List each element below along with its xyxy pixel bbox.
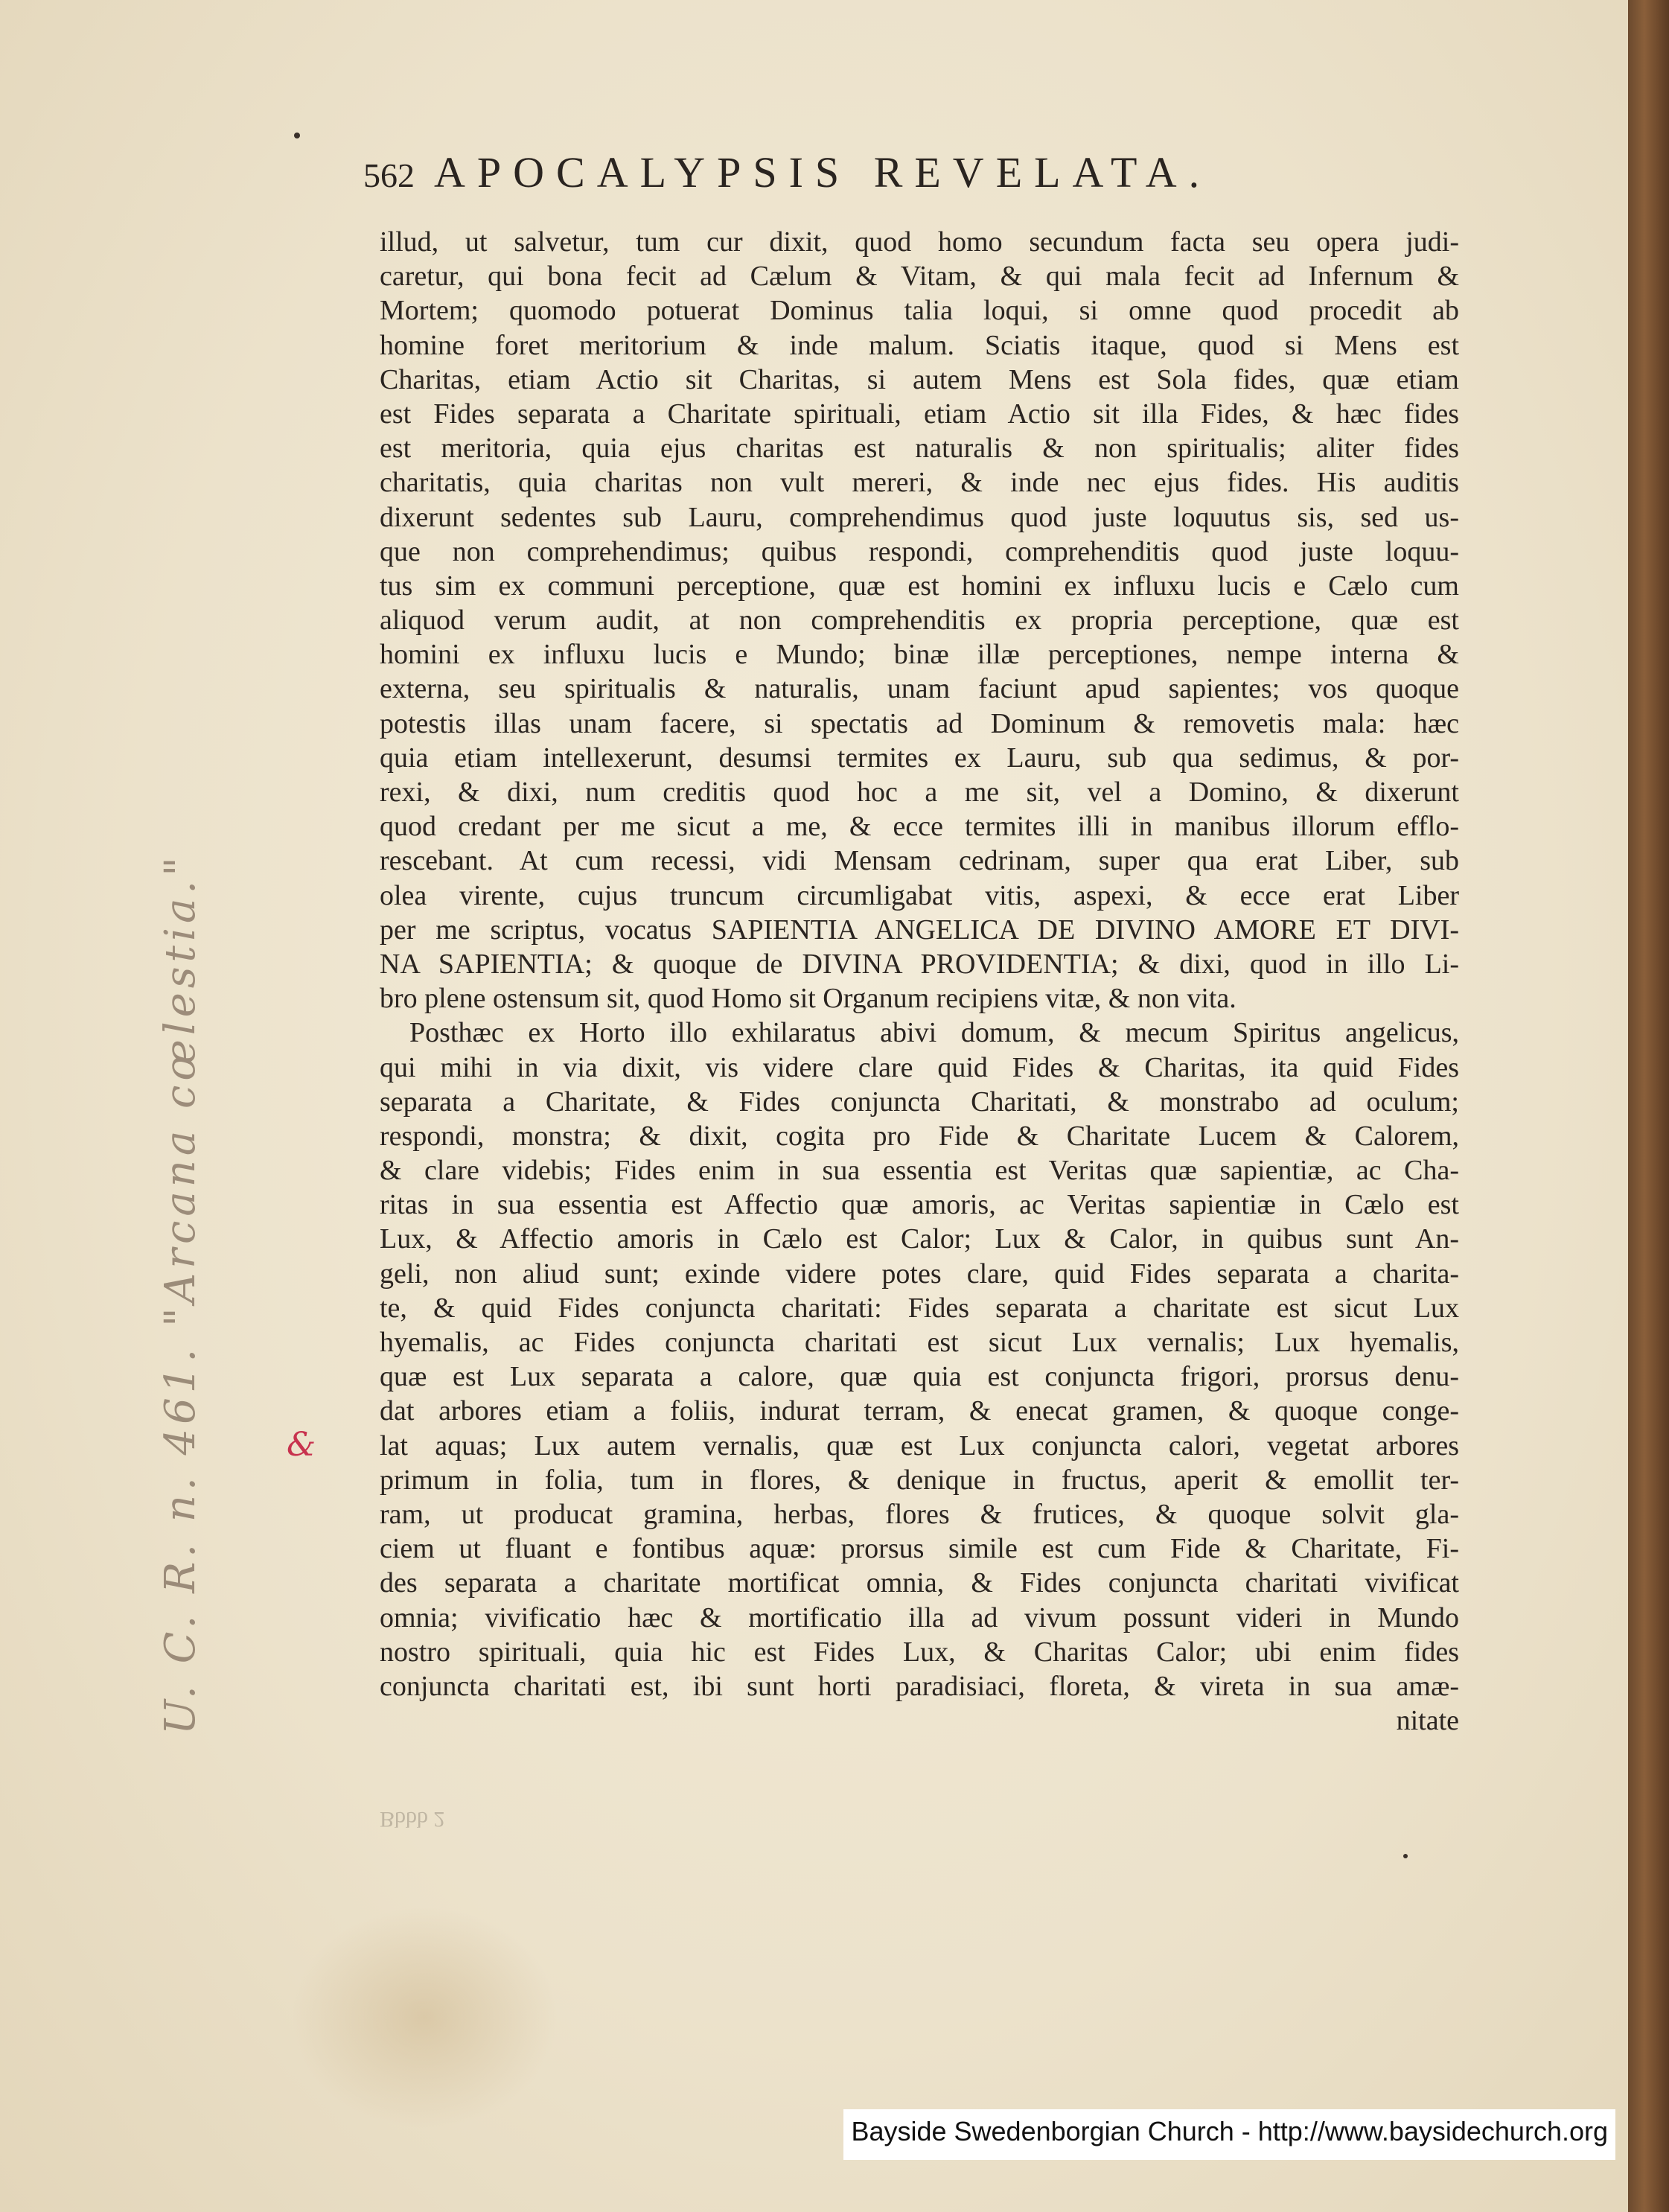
text-line: te, & quid Fides conjuncta charitati: Fides separata a charitate est sicut Lux [380,1292,1459,1324]
text-line: Posthæc ex Horto illo exhilaratus abivi domum, & mecum Spiritus angelicus, [409,1017,1459,1049]
text-line: bro plene ostensum sit, quod Homo sit Organum recipiens vitæ, & non vita. [380,983,1236,1015]
text-line: separata a Charitate, & Fides conjuncta Charitati, & monstrabo ad oculum; [380,1086,1459,1118]
signature-mark-bleedthrough: Bbbb 2 [380,1807,445,1832]
text-line: per me scriptus, vocatus SAPIENTIA ANGELICA DE DIVINO AMORE ET DIVI- [380,914,1459,946]
text-line: ram, ut producat gramina, herbas, flores & frutices, & quoque solvit gla- [380,1498,1459,1530]
ink-speck [1403,1854,1408,1858]
red-ink-mark: & [287,1426,316,1464]
ink-speck [294,133,300,138]
running-title: APOCALYPSIS REVELATA. [434,148,1212,197]
body-text [380,225,1459,1738]
text-line: dixerunt sedentes sub Lauru, comprehendimus quod juste loquutus sis, sed us- [380,501,1459,533]
text-line: rescebant. At cum recessi, vidi Mensam cedrinam, super qua erat Liber, sub [380,845,1459,877]
text-line: Lux, & Affectio amoris in Cælo est Calor; Lux & Calor, in quibus sunt An- [380,1223,1459,1255]
watermark-caption: Bayside Swedenborgian Church - http://www.baysidechurch.org [843,2109,1615,2160]
text-line: homine foret meritorium & inde malum. Sciatis itaque, quod si Mens est [380,329,1459,361]
text-line: respondi, monstra; & dixit, cogita pro Fide & Charitate Lucem & Calorem, [380,1120,1459,1152]
text-line: olea virente, cujus truncum circumligabat vitis, aspexi, & ecce erat Liber [380,879,1459,911]
text-line: illud, ut salvetur, tum cur dixit, quod homo secundum facta seu opera judi- [380,226,1459,258]
text-line: qui mihi in via dixit, vis videre clare quid Fides & Charitas, ita quid Fides [380,1051,1459,1083]
text-line: quod credant per me sicut a me, & ecce termites illi in manibus illorum efflo- [380,811,1459,843]
paper-stain [290,1906,558,2129]
text-line: conjuncta charitati est, ibi sunt horti paradisiaci, floreta, & vireta in sua amæ- [380,1670,1459,1702]
text-line: ritas in sua essentia est Affectio quæ amoris, ac Veritas sapientiæ in Cælo est [380,1189,1459,1221]
text-line: primum in folia, tum in flores, & denique in fructus, aperit & emollit ter- [380,1464,1459,1496]
text-line: rexi, & dixi, num creditis quod hoc a me sit, vel a Domino, & dixerunt [380,777,1459,808]
text-line: quæ est Lux separata a calore, quæ quia est conjuncta frigori, prorsus denu- [380,1361,1459,1393]
text-line: que non comprehendimus; quibus respondi, comprehenditis quod juste loquu- [380,535,1459,567]
text-line: & clare videbis; Fides enim in sua essentia est Veritas quæ sapientiæ, ac Cha- [380,1155,1459,1187]
text-line: ciem ut fluant e fontibus aquæ: prorsus simile est cum Fide & Charitate, Fi- [380,1533,1459,1565]
catchword: nitate [1396,1705,1459,1737]
text-line: charitatis, quia charitas non vult mereri, & inde nec ejus fides. His auditis [380,467,1459,499]
text-line: NA SAPIENTIA; & quoque de DIVINA PROVIDENTIA; & dixi, quod in illo Li- [380,948,1459,980]
text-line: Charitas, etiam Actio sit Charitas, si autem Mens est Sola fides, quæ etiam [380,363,1459,395]
text-line: dat arbores etiam a foliis, indurat terram, & enecat gramen, & quoque conge- [380,1395,1459,1427]
text-line: est meritoria, quia ejus charitas est naturalis & non spiritualis; aliter fides [380,433,1459,465]
text-line: nostro spirituali, quia hic est Fides Lux, & Charitas Calor; ubi enim fides [380,1636,1459,1668]
page-number: 562 [363,156,415,194]
book-binding-edge [1628,0,1669,2212]
text-line: des separata a charitate mortificat omnia, & Fides conjuncta charitati vivificat [380,1567,1459,1599]
text-line: Mortem; quomodo potuerat Dominus talia loqui, si omne quod procedit ab [380,295,1459,327]
text-line: hyemalis, ac Fides conjuncta charitati est sicut Lux vernalis; Lux hyemalis, [380,1327,1459,1358]
text-line: est Fides separata a Charitate spirituali, etiam Actio sit illa Fides, & hæc fides [380,398,1459,430]
text-line: caretur, qui bona fecit ad Cælum & Vitam, & qui mala fecit ad Infernum & [380,261,1459,293]
text-line: potestis illas unam facere, si spectatis ad Dominum & removetis mala: hæc [380,707,1459,739]
text-line: quia etiam intellexerunt, desumsi termites ex Lauru, sub qua sedimus, & por- [380,742,1459,774]
page-header [363,147,1450,214]
handwritten-margin-note: U. C. R. n. 461. "Arcana cœlestia." [156,852,205,1735]
text-line: aliquod verum audit, at non comprehenditis ex propria perceptione, quæ est [380,605,1459,637]
text-line: homini ex influxu lucis e Mundo; binæ illæ perceptiones, nempe interna & [380,639,1459,671]
text-line: tus sim ex communi perceptione, quæ est homini ex influxu lucis e Cælo cum [380,570,1459,602]
text-line: lat aquas; Lux autem vernalis, quæ est Lux conjuncta calori, vegetat arbores [380,1429,1459,1462]
text-line: omnia; vivificatio hæc & mortificatio illa ad vivum possunt videri in Mundo [380,1601,1459,1633]
text-line: externa, seu spiritualis & naturalis, unam faciunt apud sapientes; vos quoque [380,673,1459,705]
text-line: geli, non aliud sunt; exinde videre potes clare, quid Fides separata a charita- [380,1258,1459,1290]
